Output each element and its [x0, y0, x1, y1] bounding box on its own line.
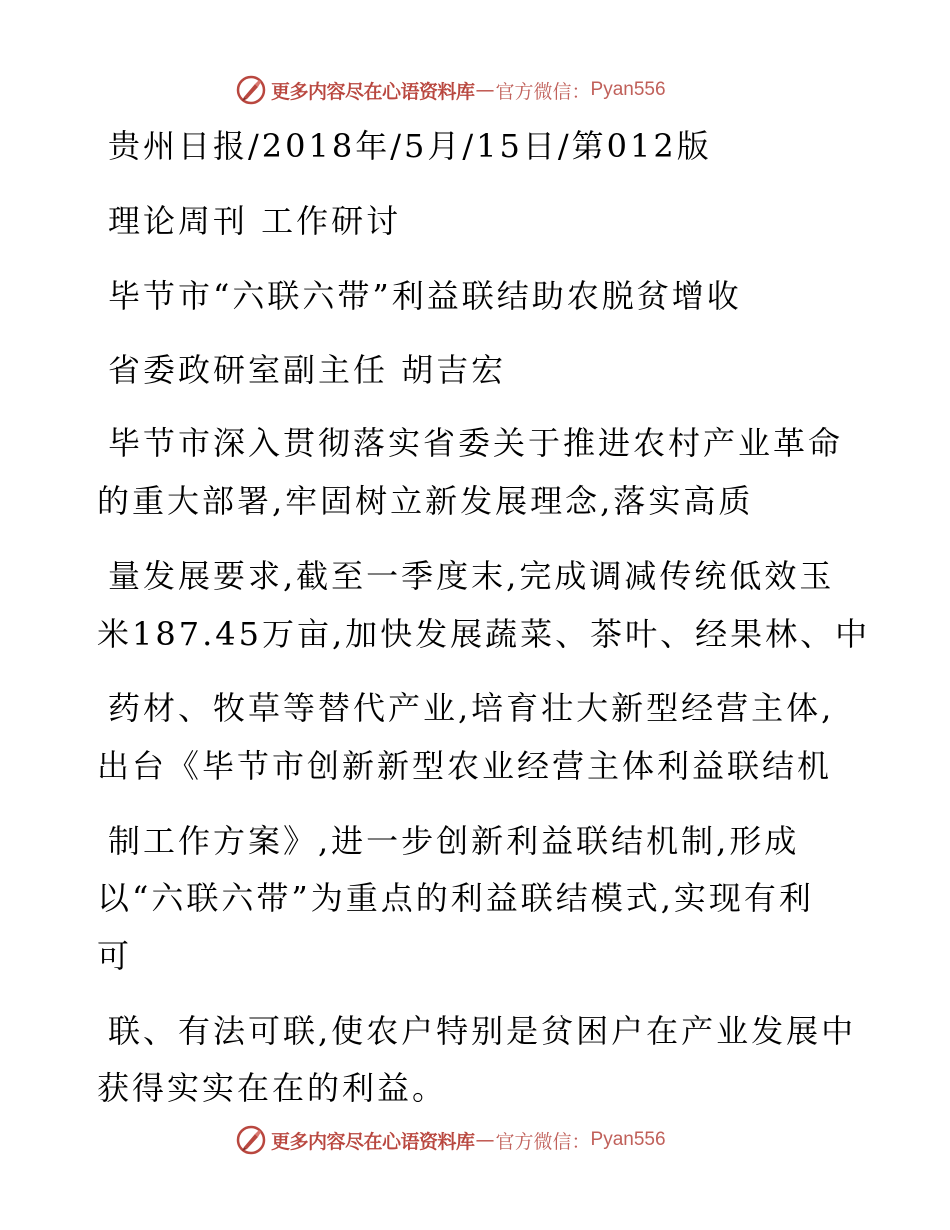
author-line: 省委政研室副主任 胡吉宏: [108, 351, 507, 389]
body-line: 量发展要求,截至一季度末,完成调减传统低效玉: [108, 557, 835, 595]
column-line: 理论周刊 工作研讨: [108, 202, 402, 240]
body-line: 可: [97, 937, 133, 975]
body-line: 的重大部署,牢固树立新发展理念,落实高质: [97, 482, 754, 520]
watermark-main-text: 更多内容尽在心语资料库: [271, 80, 475, 103]
body-line: 米187.45万亩,加快发展蔬菜、茶叶、经果林、中: [97, 615, 871, 653]
watermark-dash: —: [475, 1129, 495, 1151]
watermark-dash: —: [475, 79, 495, 101]
watermark-header: [235, 72, 666, 108]
body-line: 毕节市深入贯彻落实省委关于推进农村产业革命: [108, 424, 844, 462]
body-line: 联、有法可联,使农户特别是贫困户在产业发展中: [108, 1012, 857, 1050]
body-line: 获得实实在在的利益。: [97, 1069, 448, 1107]
watermark-sub-text: 官方微信：: [495, 80, 591, 103]
body-line: 出台《毕节市创新新型农业经营主体利益联结机: [97, 747, 833, 785]
body-line: 以“六联六带”为重点的利益联结模式,实现有利: [97, 879, 814, 917]
watermark-main-text: 更多内容尽在心语资料库: [271, 1130, 475, 1153]
pen-logo-icon: [235, 1124, 267, 1156]
watermark-sub-text: 官方微信：: [495, 1130, 591, 1153]
watermark-footer: [235, 1122, 666, 1158]
watermark-wechat-id: Pyan556: [590, 1129, 666, 1150]
body-line: 药材、牧草等替代产业,培育壮大新型经营主体,: [108, 689, 835, 727]
watermark-wechat-id: Pyan556: [590, 79, 666, 100]
body-line: 制工作方案》,进一步创新利益联结机制,形成: [108, 822, 800, 860]
source-line: 贵州日报/2018年/5月/15日/第012版: [108, 127, 712, 165]
article-title: 毕节市“六联六带”利益联结助农脱贫增收: [108, 277, 742, 315]
pen-logo-icon: [235, 74, 267, 106]
